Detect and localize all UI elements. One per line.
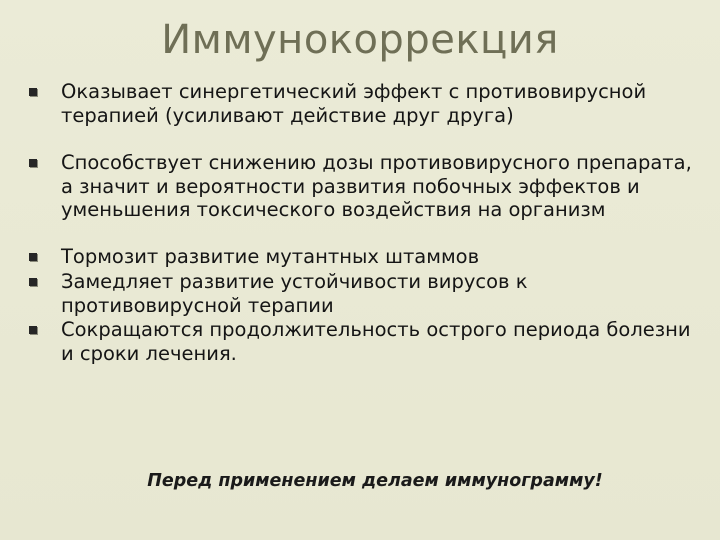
footer-note: Перед применением делаем иммунограмму! xyxy=(147,471,603,491)
bullet-text: Сокращаются продолжительность острого периода болезни и сроки лечения. xyxy=(61,318,691,365)
list-item xyxy=(26,270,706,317)
list-item xyxy=(26,80,706,127)
square-bullet-icon xyxy=(29,278,37,286)
bullet-text: Тормозит развитие мутантных штаммов xyxy=(61,244,480,268)
slide-title: Иммунокоррекция xyxy=(161,17,559,63)
square-bullet-icon xyxy=(29,159,37,167)
list-item xyxy=(26,151,706,222)
list-item xyxy=(26,245,706,269)
square-bullet-icon xyxy=(29,253,37,261)
bullet-text: Замедляет развитие устойчивости вирусов к противовирусной терапии xyxy=(61,270,528,317)
bullet-text: Оказывает синергетический эффект с противовирусной терапией (усиливают действие друг друга) xyxy=(61,80,647,127)
square-bullet-icon xyxy=(29,88,37,96)
list-item xyxy=(26,318,706,365)
square-bullet-icon xyxy=(29,326,37,334)
bullet-list xyxy=(26,80,706,365)
bullet-text: Способствует снижению дозы противовирусного препарата, а значит и вероятности развития побочных эффектов и уменьшения токсического воздействия на организм xyxy=(61,151,692,221)
